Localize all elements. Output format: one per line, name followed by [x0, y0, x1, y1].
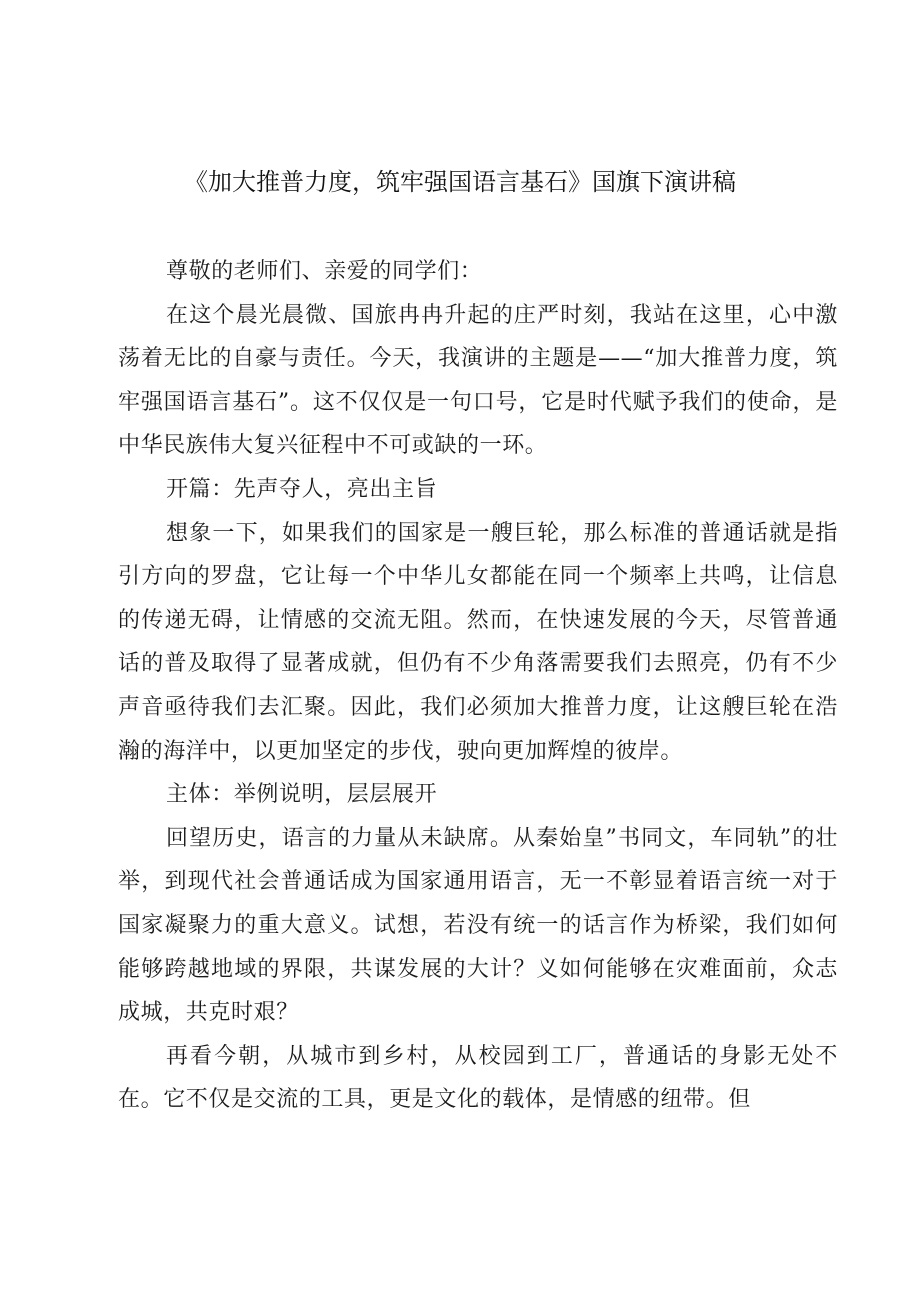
- paragraph-greeting: 尊敬的老师们、亲爱的同学们：: [166, 259, 483, 284]
- paragraph-today: 再看今朝，从城市到乡村，从校园到工厂，普通话的身影无处不在。它不仅是交流的工具，更是文化的载体，是情感的纽带。但: [118, 1043, 838, 1113]
- paragraph-history: 回望历史，语言的力量从未缺席。从秦始皇”书同文，车同轨”的壮举，到现代社会普通话成为国家通用语言，无一不彰显着语言统一对于国家凝聚力的重大意义。试想，若没有统一的话言作为桥梁，我们如何能够跨越地域的界限，共谋发展的大计？义如何能够在灾难面前，众志成城，共克时艰？: [118, 825, 838, 1026]
- document-title: 《加大推普力度，筑牢强国语言基石》国旗下演讲稿: [184, 168, 736, 196]
- document-body: [118, 250, 838, 1122]
- section-heading-opening: 开篇：先声夺人，亮出主旨: [166, 476, 438, 502]
- paragraph-intro: 在这个晨光晨微、国旅冉冉升起的庄严时刻，我站在这里，心中激荡着无比的自豪与责任。今天，我演讲的主题是——“加大推普力度，筑牢强国语言基石”。这不仅仅是一句口号，它是时代赋予我们的使命，是中华民族伟大复兴征程中不可或缺的一环。: [118, 302, 838, 459]
- paragraph-ship-metaphor: 想象一下，如果我们的国家是一艘巨轮，那么标准的普通话就是指引方向的罗盘，它让每一个中华儿女都能在同一个频率上共鸣，让信息的传递无碍，让情感的交流无阻。然而，在快速发展的今天，尽管普通话的普及取得了显著成就，但仍有不少角落需要我们去照亮，仍有不少声音亟待我们去汇聚。因此，我们必须加大推普力度，让这艘巨轮在浩瀚的海洋中，以更加坚定的步伐，驶向更加辉煌的彼岸。: [118, 520, 838, 764]
- section-heading-body: 主体：举例说明，层层展开: [166, 782, 438, 808]
